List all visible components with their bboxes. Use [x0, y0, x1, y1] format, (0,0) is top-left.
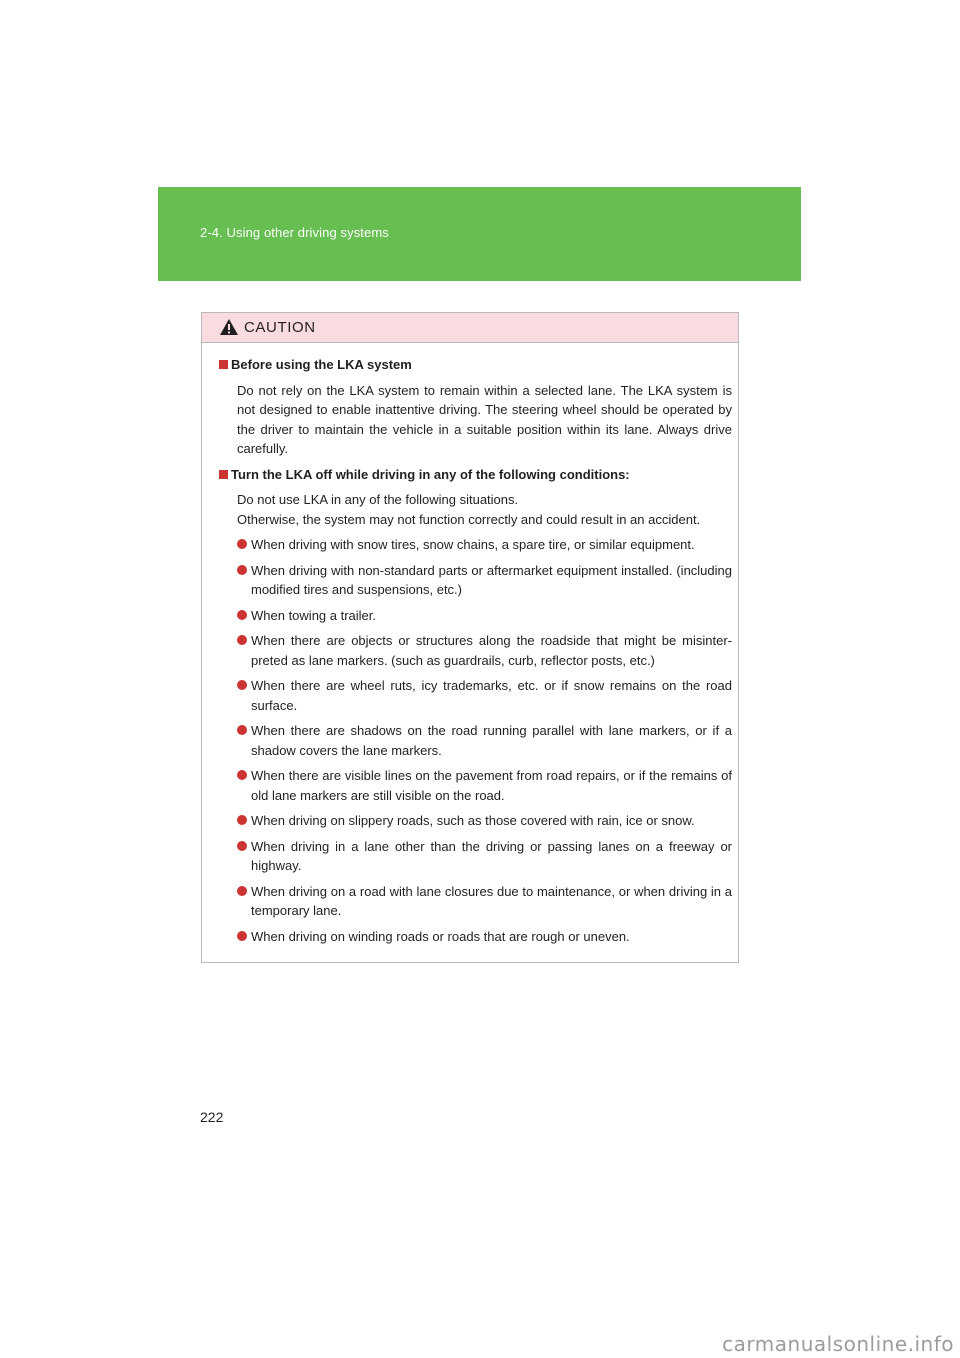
section-heading-text: Turn the LKA off while driving in any of the following conditions:	[231, 466, 630, 482]
list-item	[237, 631, 732, 670]
list-item	[237, 837, 732, 876]
section-heading	[219, 465, 732, 485]
caution-label: CAUTION	[244, 319, 316, 336]
paragraph-line: Otherwise, the system may not function correctly and could result in an accident.	[237, 511, 701, 527]
list-item-text: When driving in a lane other than the driving or passing lanes on a freeway or highway.	[251, 838, 732, 873]
list-item-text: When driving on winding roads or roads that are rough or uneven.	[251, 928, 630, 944]
list-item-text: When driving on a road with lane closures due to maintenance, or when driving in a temporary lane.	[251, 883, 732, 918]
bullet-dot-icon	[237, 770, 247, 780]
page-number: 222	[200, 1109, 224, 1125]
warning-triangle-icon	[219, 318, 239, 336]
list-item	[237, 561, 732, 600]
caution-header	[202, 313, 738, 343]
caution-box	[201, 312, 739, 963]
list-item-text: When driving with non-standard parts or aftermarket equipment installed. (including modified tires and suspensions, etc.)	[251, 562, 732, 597]
paragraph	[237, 490, 732, 529]
list-item	[237, 535, 732, 555]
list-item	[237, 882, 732, 921]
bullet-dot-icon	[237, 635, 247, 645]
bullet-dot-icon	[237, 725, 247, 735]
list-item-text: When driving on slippery roads, such as those covered with rain, ice or snow.	[251, 813, 695, 828]
list-item	[237, 606, 732, 626]
section-title: 2-4. Using other driving systems	[200, 225, 389, 240]
square-bullet-icon	[219, 470, 228, 479]
list-item	[237, 676, 732, 715]
bullet-dot-icon	[237, 565, 247, 575]
list-item	[237, 766, 732, 805]
bullet-dot-icon	[237, 841, 247, 851]
bullet-dot-icon	[237, 539, 247, 549]
section-header-band	[158, 187, 801, 281]
list-item-text: When driving with snow tires, snow chains, a spare tire, or similar equipment.	[251, 537, 695, 552]
bullet-dot-icon	[237, 610, 247, 620]
list-item	[237, 811, 732, 831]
paragraph: Do not rely on the LKA system to remain within a selected lane. The LKA system is not designed to enable inattentive driving. The steering wheel should be operated by the driver to maintain the vehicle in a suitable position within its lane. Always drive carefully.	[237, 382, 732, 456]
list-item-text: When there are shadows on the road running parallel with lane markers, or if a shadow covers the lane markers.	[251, 723, 732, 758]
list-item-text: When there are visible lines on the pavement from road repairs, or if the remains of old lane markers are still visible on the road.	[251, 768, 732, 803]
list-item-text: When there are objects or structures along the roadside that might be misinter- preted as lane markers. (such as guardrails, curb, reflector posts, etc.)	[251, 633, 732, 668]
bullet-dot-icon	[237, 680, 247, 690]
section-heading-text: Before using the LKA system	[231, 357, 412, 372]
bullet-dot-icon	[237, 886, 247, 896]
list-item	[237, 721, 732, 760]
section-heading	[219, 355, 732, 375]
list-item-text: When towing a trailer.	[251, 607, 377, 623]
square-bullet-icon	[219, 360, 228, 369]
bullet-dot-icon	[237, 815, 247, 825]
list-item-text: When there are wheel ruts, icy trademarks, etc. or if snow remains on the road surface.	[251, 678, 732, 713]
bullet-dot-icon	[237, 931, 247, 941]
list-item	[237, 927, 732, 947]
caution-body	[202, 343, 738, 946]
watermark: carmanualsonline.info	[722, 1332, 954, 1356]
paragraph-line: Do not use LKA in any of the following situations.	[237, 492, 519, 507]
